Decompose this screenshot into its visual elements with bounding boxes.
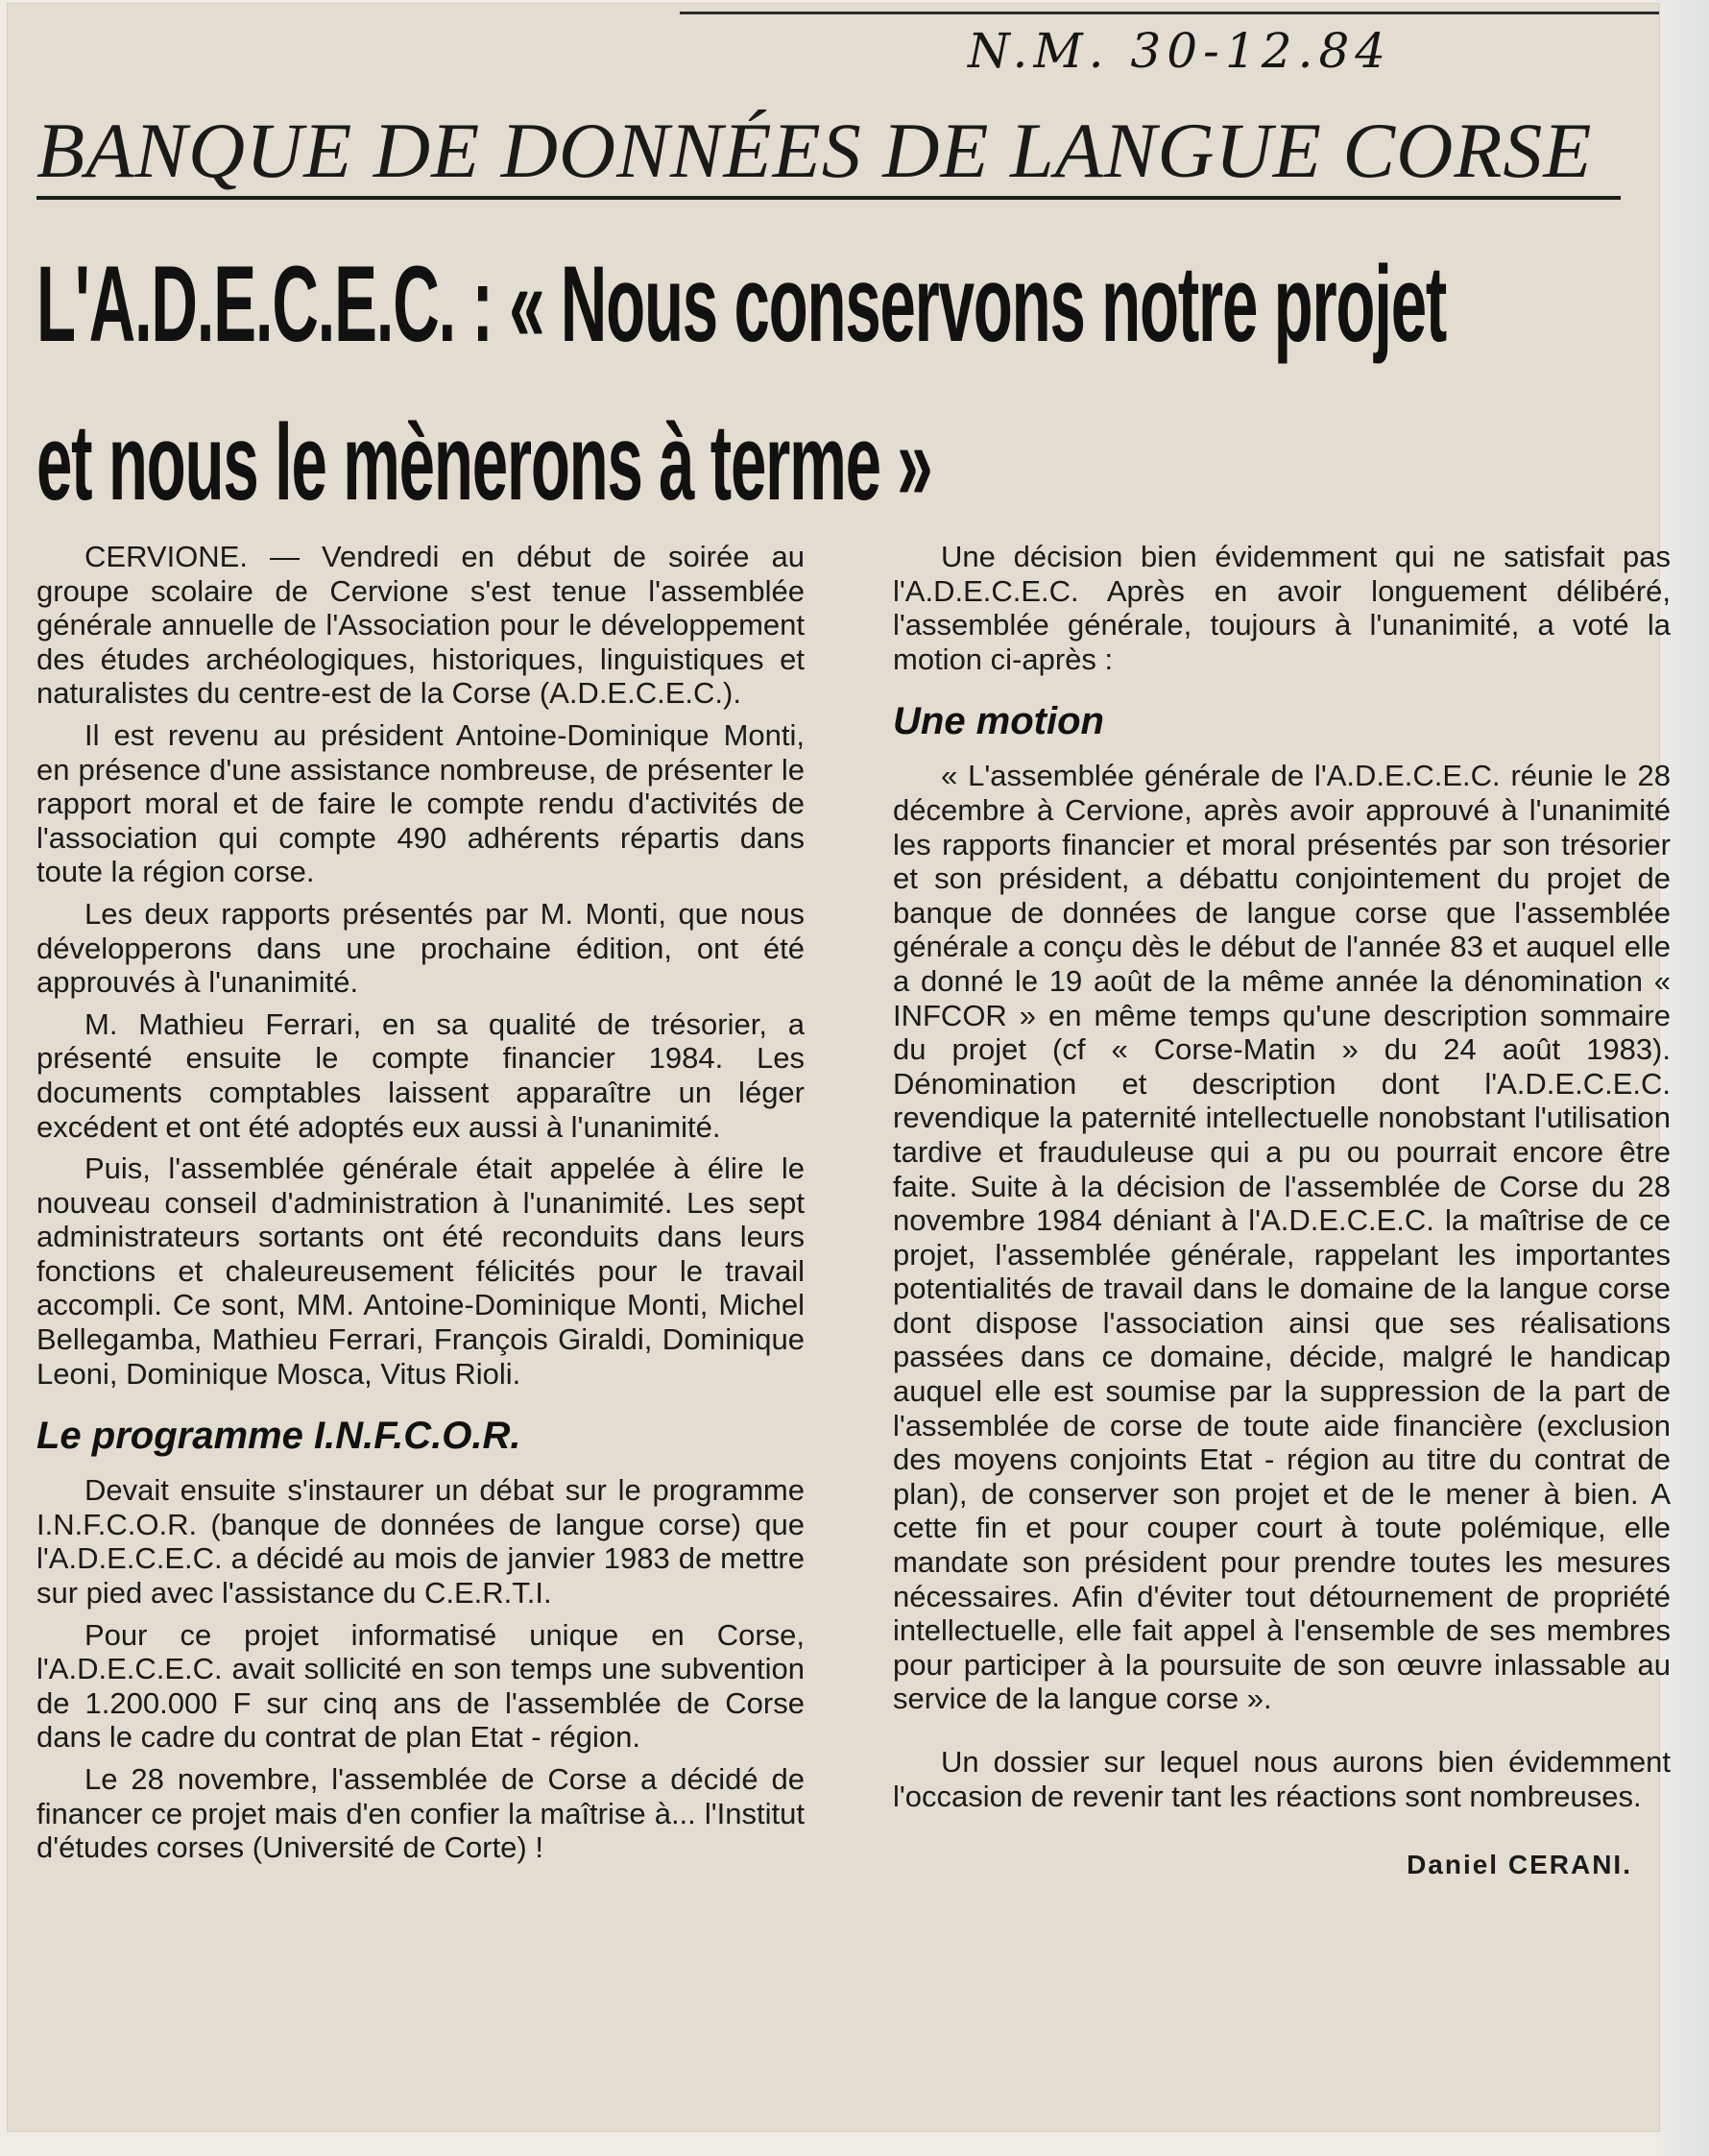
paragraph-intro: Une décision bien évidemment qui ne satisfait pas l'A.D.E.C.E.C. Après en avoir longuement délibéré, l'assemblée générale, toujours à l'unanimité, a voté la motion ci-après : (893, 540, 1671, 676)
paragraph-motion: « L'assemblée générale de l'A.D.E.C.E.C. réunie le 28 décembre à Cervione, après avoir approuvé à l'unanimité les rapports financier et moral présentés par son trésorier et son président, a débattu conjointement du projet de banque de données de langue corse que l'assemblée générale a conçu dès le début de l'année 83 et auquel elle a donné le 19 août de la même année la dénomination « INFCOR » en même temps qu'une description sommaire du projet (cf « Corse-Matin » du 24 août 1983). Dénomination et description dont l'A.D.E.C.E.C. revendique la paternité intellectuelle nonobstant l'utilisation tardive et frauduleuse qui a pu ou pourrait encore être faite. Suite à la décision de l'assemblée de Corse du 28 novembre 1984 déniant à l'A.D.E.C.E.C. la maîtrise de ce projet, l'assemblée générale, rappelant les importantes potentialités de travail dans le domaine de la langue corse dont dispose l'association ainsi que ses réalisations passées dans ce domaine, décide, malgré le handicap auquel elle est soumise par la suppression de la part de l'assemblée de corse de toute aide financière (exclusion des moyens conjoints Etat - région au titre du contrat de plan), de conserver son projet et de le mener à bien. A cette fin et pour couper court à toute polémique, elle mandate son président pour prendre toutes les mesures nécessaires. Afin d'éviter tout détournement de propriété intellectuelle, elle fait appel à l'ensemble de ses membres pour participer à la poursuite de son œuvre inlassable au service de la langue corse ». (893, 759, 1671, 1716)
subhead-motion: Une motion (893, 700, 1104, 743)
paragraph: Le 28 novembre, l'assemblée de Corse a décidé de financer ce projet mais d'en confier la maîtrise à... l'Institut d'études corses (Université de Corte) ! (36, 1762, 805, 1865)
paragraph: Il est revenu au président Antoine-Dominique Monti, en présence d'une assistance nombreuse, de présenter le rapport moral et de faire le compte rendu d'activités de l'association qui compte 490 adhérents répartis dans toute la région corse. (36, 717, 805, 889)
left-column (36, 540, 805, 1873)
paragraph: Pour ce projet informatisé unique en Corse, l'A.D.E.C.E.C. avait sollicité en son temps une subvention de 1.200.000 F sur cinq ans de l'assemblée de Corse dans le cadre du contrat de plan Etat - région. (36, 1617, 805, 1755)
handwritten-date-note: N.M. 30-12.84 (968, 23, 1392, 79)
top-rule (680, 12, 1659, 14)
paragraph: Devait ensuite s'instaurer un débat sur le programme I.N.F.C.O.R. (banque de données de langue corse) que l'A.D.E.C.E.C. a décidé au mois de janvier 1983 de mettre sur pied avec l'assistance du C.E.R.T.I. (36, 1473, 805, 1611)
byline: Daniel CERANI. (1407, 1850, 1632, 1880)
paragraph: Les deux rapports présentés par M. Monti, que nous développerons dans une prochaine édition, ont été approuvés à l'unanimité. (36, 896, 805, 1000)
headline-line-2: et nous le mènerons à terme » (36, 402, 932, 522)
kicker-heading: BANQUE DE DONNÉES DE LANGUE CORSE (36, 108, 1621, 200)
paragraph: M. Mathieu Ferrari, en sa qualité de trésorier, a présenté ensuite le compte financier 1984. Les documents comptables laissent apparaître un léger excédent et ont été adoptés eux aussi à l'unanimité. (36, 1006, 805, 1144)
paragraph-closing: Un dossier sur lequel nous aurons bien évidemment l'occasion de revenir tant les réactions sont nombreuses. (893, 1745, 1671, 1813)
paragraph: Puis, l'assemblée générale était appelée à élire le nouveau conseil d'administration à l'unanimité. Les sept administrateurs sortants ont été reconduits dans leurs fonctions et chaleureusement félicités pour le travail accompli. Ce sont, MM. Antoine-Dominique Monti, Michel Bellegamba, Mathieu Ferrari, François Giraldi, Dominique Leoni, Dominique Mosca, Vitus Rioli. (36, 1151, 805, 1391)
newspaper-clipping (8, 4, 1671, 2131)
right-column (893, 540, 1671, 1882)
headline (36, 225, 1447, 542)
paragraph: CERVIONE. — Vendredi en début de soirée au groupe scolaire de Cervione s'est tenue l'assemblée générale annuelle de l'Association pour le développement des études archéologiques, historiques, linguistiques et naturalistes du centre-est de la Corse (A.D.E.C.E.C.). (36, 540, 805, 711)
headline-line-1: L'A.D.E.C.E.C. : « Nous conservons notre projet (36, 244, 1447, 364)
subhead-programme: Le programme I.N.F.C.O.R. (36, 1415, 521, 1458)
